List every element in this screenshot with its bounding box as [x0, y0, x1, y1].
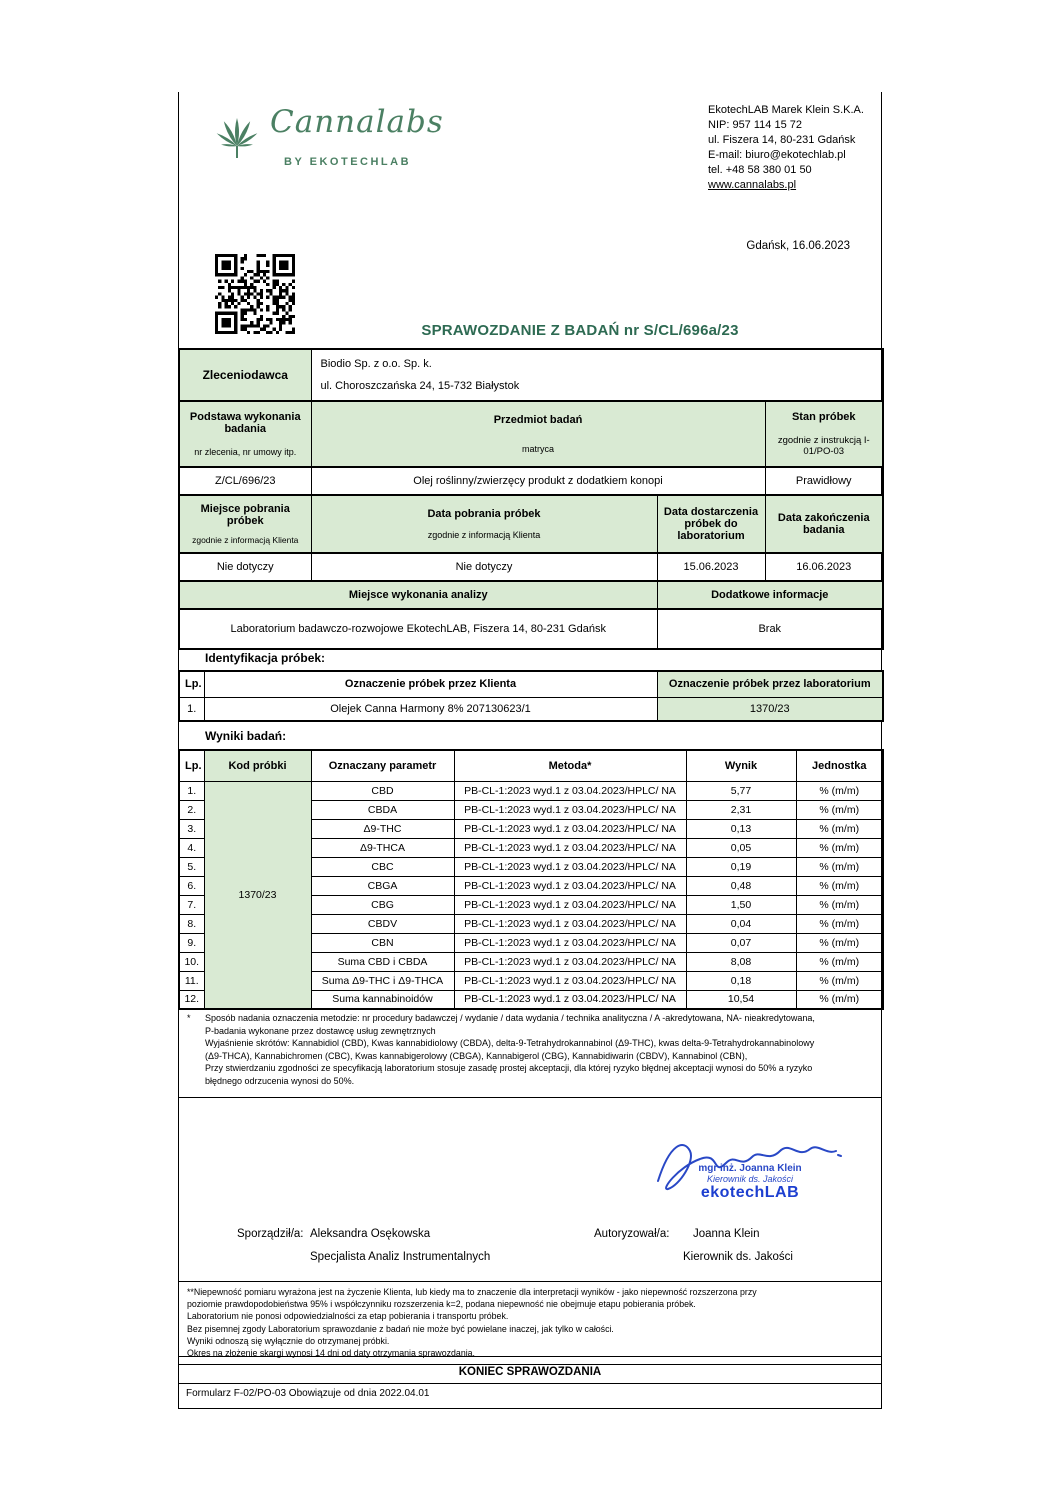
- disclaimer-line: poziomie prawdopodobieństwa 95% i współczynniku rozszerzenia k=2, podana niepewność nie obejmuje etapu pobierania próbek.: [187, 1299, 696, 1310]
- miejsce-pobrania-header: Miejsce pobrania próbek: [200, 503, 290, 527]
- result-kod-probki: 1370/23: [204, 781, 311, 1009]
- end-of-report-label: KONIEC SPRAWOZDANIA: [458, 1366, 602, 1378]
- result-metoda: PB-CL-1:2023 wyd.1 z 03.04.2023/HPLC/ NA: [454, 819, 686, 838]
- result-wynik: 10,54: [686, 990, 796, 1009]
- company-nip: NIP: 957 114 15 72: [708, 119, 802, 131]
- przedmiot-header: Przedmiot badań: [493, 414, 583, 426]
- result-metoda: PB-CL-1:2023 wyd.1 z 03.04.2023/HPLC/ NA: [454, 838, 686, 857]
- zlecenie-nr: Z/CL/696/23: [179, 467, 311, 495]
- ident-col-lp: Lp.: [179, 671, 204, 697]
- ekotechlab-stamp-logo: ekotechLAB: [700, 1184, 800, 1201]
- dodatkowe-value: Brak: [657, 609, 883, 649]
- result-lp: 11.: [179, 971, 204, 990]
- footnote-line: (Δ9-THCA), Kannabichromen (CBC), Kwas kannabigerolowy (CBGA), Kannabigerol (CBG), Kannabidiwarin (CBDV), Kannabinol (CBN),: [205, 1050, 748, 1061]
- ident-col-lab: Oznaczenie próbek przez laboratorium: [657, 671, 883, 697]
- result-jednostka: % (m/m): [796, 895, 883, 914]
- przedmiot-sub: matryca: [521, 444, 554, 454]
- res-col-kod: Kod próbki: [204, 750, 311, 781]
- result-jednostka: % (m/m): [796, 857, 883, 876]
- result-metoda: PB-CL-1:2023 wyd.1 z 03.04.2023/HPLC/ NA: [454, 971, 686, 990]
- result-parametr: CBDA: [311, 800, 454, 819]
- sporzadzil-name: Aleksandra Osękowska: [310, 1228, 431, 1240]
- autoryzowal-name: Joanna Klein: [693, 1228, 760, 1240]
- result-parametr: CBGA: [311, 876, 454, 895]
- stan-header: Stan próbek: [791, 411, 856, 423]
- authorizer-signature: [630, 1133, 870, 1202]
- ident-klient: Olejek Canna Harmony 8% 207130623/1: [204, 697, 657, 721]
- stamp-role: Kierownik ds. Jakości: [706, 1174, 794, 1184]
- result-lp: 3.: [179, 819, 204, 838]
- disclaimer-line: Okres na złożenie skargi wynosi 14 dni od daty otrzymania sprawozdania.: [187, 1348, 475, 1359]
- dodatkowe-header: Dodatkowe informacje: [657, 581, 883, 609]
- result-jednostka: % (m/m): [796, 990, 883, 1009]
- footnote-line: Wyjaśnienie skrótów: Kannabidiol (CBD), Kwas kannabidiolowy (CBDA), delta-9-Tetrahydrokannabinol (Δ9-THC), kwas delta-9-Tetrahydrokannabinolowy: [205, 1038, 815, 1049]
- result-jednostka: % (m/m): [796, 914, 883, 933]
- result-lp: 10.: [179, 952, 204, 971]
- result-parametr: CBC: [311, 857, 454, 876]
- disclaimer-line: Bez pisemnej zgody Laboratorium sprawozdanie z badań nie może być powielane inaczej, jak tylko w całości.: [187, 1323, 614, 1334]
- result-wynik: 0,05: [686, 838, 796, 857]
- result-metoda: PB-CL-1:2023 wyd.1 z 03.04.2023/HPLC/ NA: [454, 990, 686, 1009]
- result-wynik: 8,08: [686, 952, 796, 971]
- sample-id-row: [179, 697, 883, 721]
- result-lp: 6.: [179, 876, 204, 895]
- miejsce-pobrania-value: Nie dotyczy: [179, 553, 311, 581]
- disclaimer-line: Laboratorium nie ponosi odpowiedzialności za etap pobierania i transportu próbek.: [187, 1311, 509, 1322]
- company-phone: tel. +48 58 380 01 50: [708, 164, 812, 176]
- result-wynik: 5,77: [686, 781, 796, 800]
- result-jednostka: % (m/m): [796, 838, 883, 857]
- result-wynik: 0,13: [686, 819, 796, 838]
- res-col-lp: Lp.: [179, 750, 204, 781]
- result-parametr: CBD: [311, 781, 454, 800]
- sporzadzil-title: Specjalista Analiz Instrumentalnych: [310, 1251, 491, 1263]
- result-lp: 4.: [179, 838, 204, 857]
- company-info-block: [708, 103, 864, 193]
- client-name: Biodio Sp. z o.o. Sp. k.: [320, 358, 432, 370]
- result-wynik: 1,50: [686, 895, 796, 914]
- ident-col-klient: Oznaczenie próbek przez Klienta: [204, 671, 657, 697]
- company-address: ul. Fiszera 14, 80-231 Gdańsk: [708, 134, 856, 146]
- order-info-table: [178, 348, 884, 650]
- form-reference: Formularz F-02/PO-03 Obowiązuje od dnia 2022.04.01: [186, 1388, 430, 1399]
- result-lp: 5.: [179, 857, 204, 876]
- city-date: Gdańsk, 16.06.2023: [746, 240, 850, 252]
- miejsce-wykonania-value: Laboratorium badawczo-rozwojowe EkotechLAB, Fiszera 14, 80-231 Gdańsk: [179, 609, 657, 649]
- footnote-marker: *: [187, 1013, 191, 1023]
- stan-sub: zgodnie z instrukcją I-01/PO-03: [777, 435, 870, 457]
- sample-id-table: [178, 670, 884, 722]
- company-website-link[interactable]: www.cannalabs.pl: [708, 179, 797, 191]
- result-jednostka: % (m/m): [796, 819, 883, 838]
- result-jednostka: % (m/m): [796, 876, 883, 895]
- results-table: [178, 749, 884, 1010]
- miejsce-pobrania-sub: zgodnie z informacją Klienta: [192, 535, 299, 545]
- result-lp: 2.: [179, 800, 204, 819]
- result-parametr: CBDV: [311, 914, 454, 933]
- result-metoda: PB-CL-1:2023 wyd.1 z 03.04.2023/HPLC/ NA: [454, 914, 686, 933]
- result-wynik: 0,04: [686, 914, 796, 933]
- podstawa-sub: nr zlecenia, nr umowy itp.: [194, 447, 297, 457]
- autoryzowal-label: Autoryzował/a:: [594, 1228, 670, 1240]
- result-lp: 1.: [179, 781, 204, 800]
- footnote-line: Przy stwierdzaniu zgodności ze specyfikacją laboratorium stosuje zasadę prostej akceptacji, dla której ryzyko błędnej akceptacji wynosi do 50% a ryzyko: [205, 1063, 813, 1074]
- autoryzowal-title: Kierownik ds. Jakości: [683, 1251, 793, 1263]
- zleceniodawca-label: Zleceniodawca: [179, 349, 311, 401]
- data-dostarczenia-header: Data dostarczenia próbek do laboratorium: [657, 495, 765, 553]
- ident-lab: 1370/23: [657, 697, 883, 721]
- result-jednostka: % (m/m): [796, 933, 883, 952]
- result-wynik: 2,31: [686, 800, 796, 819]
- cannabis-leaf-icon: [212, 116, 262, 177]
- result-wynik: 0,48: [686, 876, 796, 895]
- ident-lp: 1.: [179, 697, 204, 721]
- result-metoda: PB-CL-1:2023 wyd.1 z 03.04.2023/HPLC/ NA: [454, 781, 686, 800]
- result-wynik: 0,07: [686, 933, 796, 952]
- result-metoda: PB-CL-1:2023 wyd.1 z 03.04.2023/HPLC/ NA: [454, 857, 686, 876]
- result-parametr: Suma kannabinoidów: [311, 990, 454, 1009]
- footnote-line: Sposób nadania oznaczenia metodzie: nr procedury badawczej / wydanie / data wydania / technika analityczna / A -akredytowana, NA- nieakredytowana,: [205, 1013, 815, 1023]
- result-lp: 9.: [179, 933, 204, 952]
- miejsce-wykonania-header: Miejsce wykonania analizy: [179, 581, 657, 609]
- przedmiot-value: Olej roślinny/zwierzęcy produkt z dodatkiem konopi: [311, 467, 765, 495]
- podstawa-header: Podstawa wykonania badania: [189, 411, 301, 435]
- result-parametr: CBN: [311, 933, 454, 952]
- result-metoda: PB-CL-1:2023 wyd.1 z 03.04.2023/HPLC/ NA: [454, 952, 686, 971]
- brand-name: Cannalabs: [270, 104, 444, 140]
- result-metoda: PB-CL-1:2023 wyd.1 z 03.04.2023/HPLC/ NA: [454, 895, 686, 914]
- result-lp: 12.: [179, 990, 204, 1009]
- result-parametr: Suma CBD i CBDA: [311, 952, 454, 971]
- data-zakonczenia-header: Data zakończenia badania: [765, 495, 883, 553]
- company-email: E-mail: biuro@ekotechlab.pl: [708, 149, 846, 161]
- report-title: SPRAWOZDANIE Z BADAŃ nr S/CL/696a/23: [421, 322, 739, 339]
- result-row: [179, 781, 883, 800]
- result-metoda: PB-CL-1:2023 wyd.1 z 03.04.2023/HPLC/ NA: [454, 876, 686, 895]
- identyfikacja-heading: Identyfikacja próbek:: [205, 651, 326, 665]
- result-jednostka: % (m/m): [796, 971, 883, 990]
- result-jednostka: % (m/m): [796, 952, 883, 971]
- client-address: ul. Choroszczańska 24, 15-732 Białystok: [320, 380, 520, 392]
- data-zakonczenia-value: 16.06.2023: [765, 553, 883, 581]
- stan-value: Prawidłowy: [765, 467, 883, 495]
- result-wynik: 0,18: [686, 971, 796, 990]
- result-metoda: PB-CL-1:2023 wyd.1 z 03.04.2023/HPLC/ NA: [454, 800, 686, 819]
- res-col-metoda: Metoda*: [454, 750, 686, 781]
- wyniki-heading: Wyniki badań:: [205, 729, 287, 743]
- disclaimer-line: **Niepewność pomiaru wyrażona jest na życzenie Klienta, lub kiedy ma to znaczenie dla interpretacji wyników - jako niepewność rozszerzona przy: [187, 1287, 757, 1297]
- footnote-line: P-badania wykonane przez dostawcę usług zewnętrznych: [205, 1025, 436, 1036]
- data-pobrania-sub: zgodnie z informacją Klienta: [427, 530, 541, 540]
- result-lp: 8.: [179, 914, 204, 933]
- stamp-name: mgr inż. Joanna Klein: [698, 1163, 802, 1174]
- sporzadzil-label: Sporządził/a:: [237, 1228, 304, 1240]
- res-col-wynik: Wynik: [686, 750, 796, 781]
- data-pobrania-header: Data pobrania próbek: [427, 508, 541, 520]
- legal-disclaimer: [187, 1286, 875, 1359]
- data-pobrania-value: Nie dotyczy: [311, 553, 657, 581]
- result-lp: 7.: [179, 895, 204, 914]
- result-parametr: CBG: [311, 895, 454, 914]
- result-metoda: PB-CL-1:2023 wyd.1 z 03.04.2023/HPLC/ NA: [454, 933, 686, 952]
- result-parametr: Δ9-THCA: [311, 838, 454, 857]
- res-col-jednostka: Jednostka: [796, 750, 883, 781]
- result-parametr: Suma Δ9-THC i Δ9-THCA: [311, 971, 454, 990]
- brand-subtitle: BY EKOTECHLAB: [284, 156, 412, 168]
- result-parametr: Δ9-THC: [311, 819, 454, 838]
- result-wynik: 0,19: [686, 857, 796, 876]
- data-dostarczenia-value: 15.06.2023: [657, 553, 765, 581]
- result-jednostka: % (m/m): [796, 781, 883, 800]
- res-col-parametr: Oznaczany parametr: [311, 750, 454, 781]
- company-name: EkotechLAB Marek Klein S.K.A.: [708, 104, 864, 116]
- disclaimer-line: Wyniki odnoszą się wyłącznie do otrzymanej próbki.: [187, 1335, 390, 1346]
- footnote-line: błędnego odrzucenia wynosi do 50%.: [205, 1075, 355, 1086]
- result-jednostka: % (m/m): [796, 800, 883, 819]
- method-footnotes: [183, 1012, 877, 1088]
